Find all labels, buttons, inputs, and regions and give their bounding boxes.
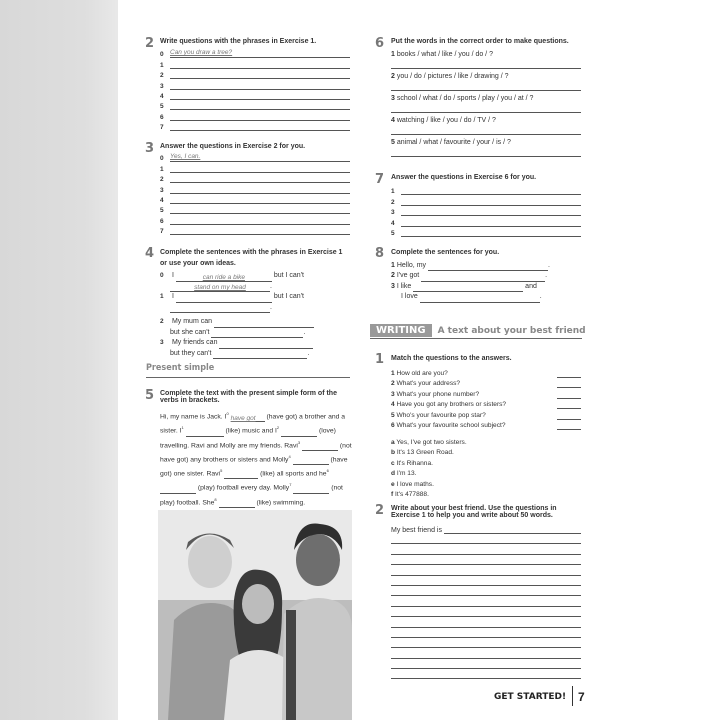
reorder-item: 1 books / what / like / you / do / ? [391, 51, 493, 58]
answer-line[interactable] [391, 628, 581, 638]
answer-line[interactable] [391, 638, 581, 648]
exercise-7: Answer the questions in Exercise 6 for you. 1 2 3 4 5 [391, 174, 581, 237]
exercise-number: 5 [145, 388, 155, 403]
exercise-instruction: Complete the sentences for you. [391, 249, 500, 256]
answer-gap[interactable] [213, 350, 307, 359]
answer-gap[interactable] [176, 294, 272, 303]
answer-line[interactable] [170, 153, 350, 162]
exercise-number: 1 [375, 352, 385, 367]
answer-gap[interactable] [219, 340, 313, 349]
exercise-instruction: Write about your best friend. Use the questions in Exercise 1 to help you and write about 50 words. [391, 505, 557, 519]
answer-line[interactable] [170, 122, 350, 131]
exercise-4: Complete the sentences with the phrases in Exercise 1 or use your own ideas. 0 I can ride a bike but I can't stand on my head . 1 I but I can't . 2 My mum can but she can't . 3 My friends can but they can't . [160, 248, 350, 359]
answer-line[interactable] [170, 185, 350, 194]
answer-gap[interactable] [170, 304, 270, 313]
answer-gap[interactable] [293, 456, 329, 465]
exercise-2: Write questions with the phrases in Exercise 1. 0 Can you draw a tree? 1 2 3 4 5 6 7 [160, 38, 350, 131]
question-item: 2 What's your address? [391, 379, 581, 390]
answer-gap[interactable] [557, 369, 581, 378]
answer-option: b It's 13 Green Road. [391, 449, 454, 456]
question-item: 6 What's your favourite school subject? [391, 421, 581, 432]
reorder-item: 5 animal / what / favourite / your / is / ? [391, 139, 511, 146]
writing-exercise-1 [391, 354, 581, 501]
answer-line[interactable] [170, 49, 350, 58]
answer-line[interactable] [444, 525, 581, 534]
exercise-instruction: Put the words in the correct order to make questions. [391, 38, 569, 45]
writing-title: A text about your best friend [437, 326, 586, 336]
exercise-instruction: Write questions with the phrases in Exercise 1. [160, 38, 317, 45]
answer-line[interactable] [391, 80, 581, 91]
reorder-item: 2 you / do / pictures / like / drawing / ? [391, 73, 509, 80]
exercise-number: 8 [375, 246, 385, 261]
exercise-5 [160, 390, 352, 508]
answer-line[interactable] [391, 544, 581, 554]
answer-gap[interactable] [557, 421, 581, 430]
gap-fill-text: Hi, my name is Jack. $I^0$ have got (have got) a brother and a sister. $I^1$ (like) music and $I^2$ (love) travelling. Ravi and Molly are my friends. Ravi$^3$ (not have got) any brothers or sisters and Molly$^4$ (have got) one sister. Ravi$^5$ (like) all sports and $he^6$ (play) football every day. Molly$^7$ (not play) football. She$^8$ (like) swimming. [160, 411, 352, 506]
writing-lines [391, 534, 581, 679]
answer-gap[interactable] [186, 428, 224, 437]
answer-line[interactable] [391, 648, 581, 658]
answer-line[interactable] [170, 81, 350, 90]
answer-line[interactable] [170, 60, 350, 69]
answer-gap[interactable] [281, 428, 317, 437]
answer-line[interactable] [391, 669, 581, 679]
reorder-item: 4 watching / like / you / do / TV / ? [391, 117, 496, 124]
writing-banner [370, 320, 586, 338]
answer-line[interactable] [170, 174, 350, 183]
answer-line[interactable] [401, 186, 581, 195]
answer-line[interactable] [391, 596, 581, 606]
question-item: 3 What's your phone number? [391, 390, 581, 401]
exercise-3: Answer the questions in Exercise 2 for you. 0 Yes, I can. 1 2 3 4 5 6 7 [160, 143, 350, 235]
question-item: 5 Who's your favourite pop star? [391, 411, 581, 422]
answer-gap[interactable] [293, 485, 329, 494]
exercise-instruction: Complete the sentences with the phrases in Exercise 1 or use your own ideas. [160, 249, 343, 267]
answer-gap[interactable]: stand on my head [170, 283, 270, 292]
answer-option: f It's 477888. [391, 491, 429, 498]
answer-line[interactable] [170, 226, 350, 235]
answer-line[interactable] [170, 164, 350, 173]
exercise-instruction: Match the questions to the answers. [391, 355, 512, 362]
writing-exercise-2: Write about your best friend. Use the questions in Exercise 1 to help you and write about 50 words. My best friend is [391, 505, 581, 679]
answer-line[interactable] [170, 91, 350, 100]
exercise-6 [391, 38, 581, 157]
answer-line[interactable] [391, 534, 581, 544]
writing-badge: WRITING [370, 324, 432, 337]
answer-gap[interactable]: have got [231, 413, 265, 422]
answer-line[interactable] [391, 659, 581, 669]
answer-option: e I love maths. [391, 480, 434, 488]
answer-line[interactable] [401, 207, 581, 216]
answer-option: a Yes, I've got two sisters. [391, 438, 467, 446]
exercise-number: 7 [375, 172, 385, 187]
answer-line[interactable] [391, 58, 581, 69]
answer-gap[interactable] [557, 390, 581, 399]
question-item: 1 How old are you? [391, 369, 581, 380]
answer-option: c It's Rihanna. [391, 459, 433, 467]
answer-gap[interactable] [557, 411, 581, 420]
answer-line[interactable] [170, 70, 350, 79]
answer-gap[interactable] [302, 442, 338, 451]
answer-line[interactable] [401, 218, 581, 227]
answer-line[interactable] [391, 607, 581, 617]
answer-gap[interactable] [557, 379, 581, 388]
answer-gap[interactable] [224, 470, 258, 479]
answer-line[interactable] [170, 216, 350, 225]
exercise-8: Complete the sentences for you. 1 Hello, my . 2 I've got . 3 I like and I love . [391, 248, 581, 303]
answer-gap[interactable]: can ride a bike [176, 273, 272, 282]
answer-gap[interactable] [428, 262, 548, 271]
divider [370, 338, 582, 339]
answer-gap[interactable] [214, 319, 314, 328]
page-number: 7 [578, 690, 585, 704]
answer-line[interactable] [391, 576, 581, 586]
answer-line[interactable] [170, 101, 350, 110]
answer-gap[interactable] [160, 485, 196, 494]
example-answer: Yes, I can. [170, 153, 201, 161]
answer-line[interactable] [391, 586, 581, 596]
answer-line[interactable] [391, 124, 581, 135]
answer-gap[interactable] [421, 273, 545, 282]
page-gutter-shadow [0, 0, 120, 720]
friends-photo [158, 510, 352, 720]
answer-line[interactable] [401, 228, 581, 237]
footer-label: GET STARTED! [494, 692, 567, 702]
footer-divider [572, 686, 573, 706]
answer-line[interactable] [391, 146, 581, 157]
answer-gap[interactable] [557, 400, 581, 409]
example-answer: Can you draw a tree? [170, 49, 233, 57]
exercise-instruction: Answer the questions in Exercise 2 for you. [160, 143, 306, 150]
answer-line[interactable] [170, 195, 350, 204]
exercise-number: 2 [375, 503, 385, 518]
answer-line[interactable] [391, 565, 581, 575]
answer-line[interactable] [391, 102, 581, 113]
answer-gap[interactable] [211, 329, 303, 338]
answer-gap[interactable] [219, 499, 255, 508]
answer-line[interactable] [401, 197, 581, 206]
answer-line[interactable] [391, 555, 581, 565]
answer-line[interactable] [391, 617, 581, 627]
exercise-instruction: Answer the questions in Exercise 6 for you. [391, 174, 537, 181]
exercise-instruction: Complete the text with the present simple form of the verbs in brackets. [160, 390, 337, 404]
exercise-number: 2 [145, 36, 155, 51]
answer-gap[interactable] [413, 283, 523, 292]
exercise-number: 3 [145, 141, 155, 156]
divider [146, 377, 350, 378]
section-heading: Present simple [146, 363, 215, 373]
reorder-item: 3 school / what / do / sports / play / you / at / ? [391, 95, 534, 102]
answer-line[interactable] [170, 205, 350, 214]
question-item: 4 Have you got any brothers or sisters? [391, 400, 581, 411]
answer-line[interactable] [170, 112, 350, 121]
exercise-number: 4 [145, 246, 155, 261]
answer-gap[interactable] [420, 294, 540, 303]
answer-option: d I'm 13. [391, 470, 417, 477]
exercise-number: 6 [375, 36, 385, 51]
